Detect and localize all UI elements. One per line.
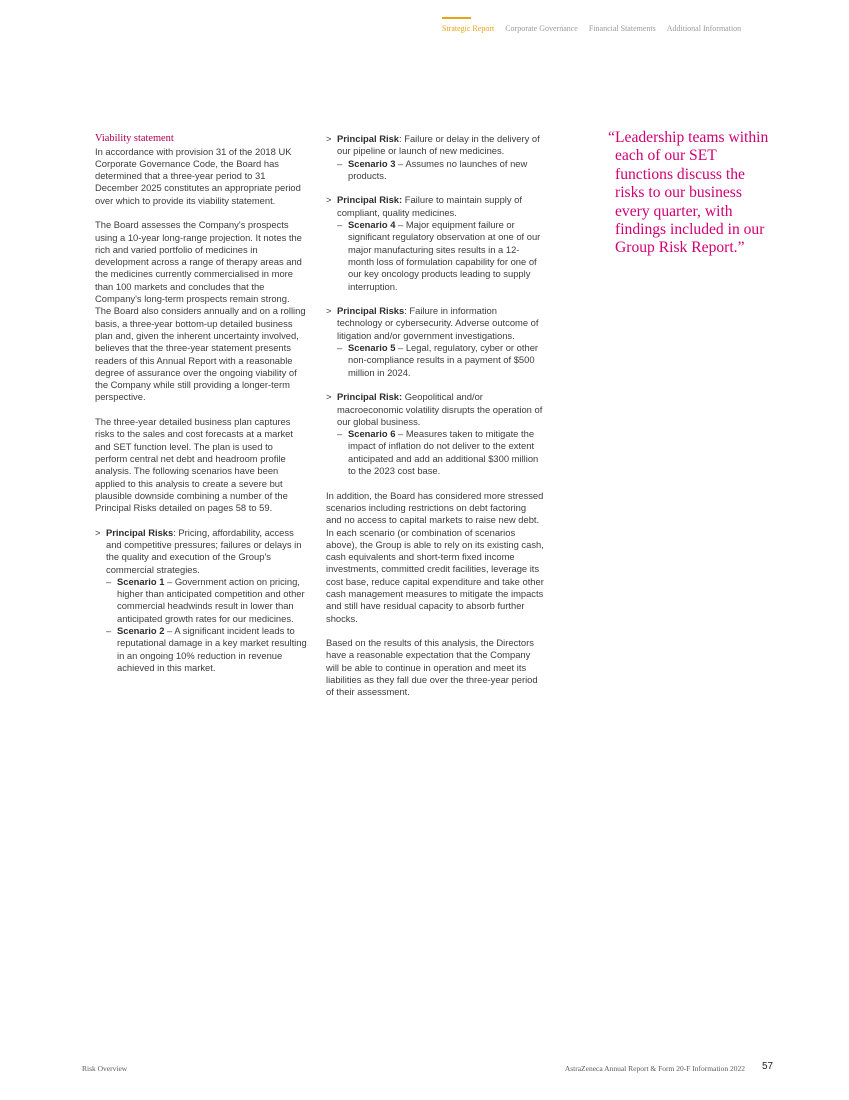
scenario-dash: – (337, 428, 343, 440)
scenario-dash: – (106, 575, 112, 587)
scenario-label: Scenario 3 (348, 157, 396, 169)
paragraph-stressed-scenarios: In addition, the Board has considered more stressed scenarios including restrictions on debt factoring and no access to capital markets to raise new debt. In each scenario (or combination of scenarios above), the Group is able to rely on its existing cash, cash equivalents and short-term fixed income investments, committed credit facilities, leverage its cost base, reduce capital expenditure and take other cash management measures to mitigate the impacts and still have residual capacity to absorb further shocks. (326, 489, 544, 624)
bullet-marker: > (326, 305, 332, 317)
scenario-text: – Assumes no launches of new products. (348, 157, 528, 181)
risk-label: Principal Risks (337, 305, 405, 317)
bullet-marker: > (95, 526, 101, 538)
paragraph-assessment: The Board assesses the Company's prospects using a 10-year long-range projection. It notes the rich and varied portfolio of medicines in development across a range of therapy areas and the medicines currently commercialised in more than 100 markets and concludes that the Company's long-term prospects remain strong. The Board also considers annually and on a rolling basis, a three-year bottom-up detailed business plan and, given the inherent uncertainty involved, believes that the three-year statement presents readers of this Annual Report with a reasonable degree of assurance over the ongoing viability of the Company while still providing a longer-term perspective. (95, 219, 306, 403)
risk-item-pipeline (326, 133, 544, 182)
footer-publication-title: AstraZeneca Annual Report & Form 20-F Information 2022 (564, 1064, 745, 1073)
nav-strategic-report[interactable]: Strategic Report (442, 24, 495, 33)
paragraph-business-plan: The three-year detailed business plan captures risks to the sales and cost forecasts at a market and SET function level. The plan is used to perform central net debt and headroom profile analysis. The following scenarios have been applied to this analysis to create a severe but plausible downside combining a number of the Principal Risks detailed on pages 58 to 59. (95, 416, 294, 514)
scenario-dash: – (337, 219, 343, 231)
scenario-label: Scenario 2 (117, 625, 165, 637)
scenario-dash: – (106, 625, 112, 637)
bullet-marker: > (326, 391, 332, 403)
scenario-dash: – (337, 157, 343, 169)
middle-column (326, 133, 544, 711)
risk-label: Principal Risk: (337, 194, 403, 206)
scenario-4 (337, 219, 544, 293)
paragraph-provision: In accordance with provision 31 of the 2018 UK Corporate Governance Code, the Board has determined that a three-year period to 31 December 2025 constitutes an appropriate period over which to provide its viability statement. (95, 145, 301, 206)
bullet-marker: > (326, 133, 332, 144)
risk-label: Principal Risk: (337, 391, 403, 403)
scenario-6 (337, 428, 544, 477)
risk-item-pricing (95, 527, 307, 675)
risk-item-supply (326, 194, 544, 292)
paragraph-conclusion: Based on the results of this analysis, the Directors have a reasonable expectation that the Company will be able to continue in operation and meet its liabilities as they fall due over the three-year period of their assessment. (326, 637, 538, 698)
scenario-label: Scenario 6 (348, 428, 396, 440)
quote-text: Leadership teams within each of our SET functions discuss the risks to our business every quarter, with findings included in our Group Risk Report.” (615, 129, 769, 257)
risk-text: : Pricing, affordability, access and competitive pressures; failures or delays in the quality and execution of the Group's commercial strategies. (106, 526, 302, 575)
risk-text: Failure to maintain supply of compliant, quality medicines. (337, 194, 522, 218)
scenario-text: – Government action on pricing, higher than anticipated competition and other commercial headwinds result in lower than anticipated growth rates for our medicines. (117, 575, 305, 624)
scenario-2 (106, 625, 307, 674)
risk-item-geopolitical (326, 391, 544, 477)
scenario-text: – Measures taken to mitigate the impact of inflation do not deliver to the extent anticipated and add an additional $300 million to the 2023 cost base. (348, 428, 539, 477)
pull-quote (608, 129, 778, 258)
left-column (95, 133, 307, 687)
scenario-dash: – (337, 342, 343, 354)
page-number: 57 (762, 1061, 774, 1072)
scenario-text: – Legal, regulatory, cyber or other non-compliance results in a payment of $500 million in 2024. (348, 342, 539, 378)
scenario-text: – A significant incident leads to reputational damage in a key market resulting in an ongoing 10% reduction in revenue achieved in this market. (117, 625, 307, 673)
scenario-text: – Major equipment failure or significant regulatory observation at one of our major manufacturing sites results in a 12-month loss of formulation capability for one of our key oncology products leading to supply interruption. (348, 219, 541, 292)
section-heading: Viability statement (95, 133, 174, 144)
scenario-1 (106, 576, 307, 625)
scenario-5 (337, 342, 544, 379)
risk-text: : Failure or delay in the delivery of our pipeline or launch of new medicines. (337, 133, 540, 157)
scenario-label: Scenario 1 (117, 575, 165, 587)
bullet-marker: > (326, 194, 332, 206)
scenario-3 (337, 158, 544, 183)
risk-item-cybersecurity (326, 305, 544, 379)
nav-additional-information[interactable]: Additional Information (666, 24, 742, 33)
quote-open-mark: “ (608, 129, 615, 146)
risk-text: : Failure in information technology or cybersecurity. Adverse outcome of litigation and/or government investigations. (337, 305, 539, 341)
section-navigation (442, 24, 741, 33)
scenario-label: Scenario 5 (348, 342, 396, 354)
footer-section-name: Risk Overview (82, 1064, 128, 1073)
nav-corporate-governance[interactable]: Corporate Governance (505, 24, 578, 33)
risk-label: Principal Risk (337, 133, 400, 144)
scenario-label: Scenario 4 (348, 219, 396, 231)
risk-text: Geopolitical and/or macroeconomic volatility disrupts the operation of our global business. (337, 391, 543, 427)
nav-financial-statements[interactable]: Financial Statements (588, 24, 656, 33)
risk-label: Principal Risks (106, 526, 174, 538)
